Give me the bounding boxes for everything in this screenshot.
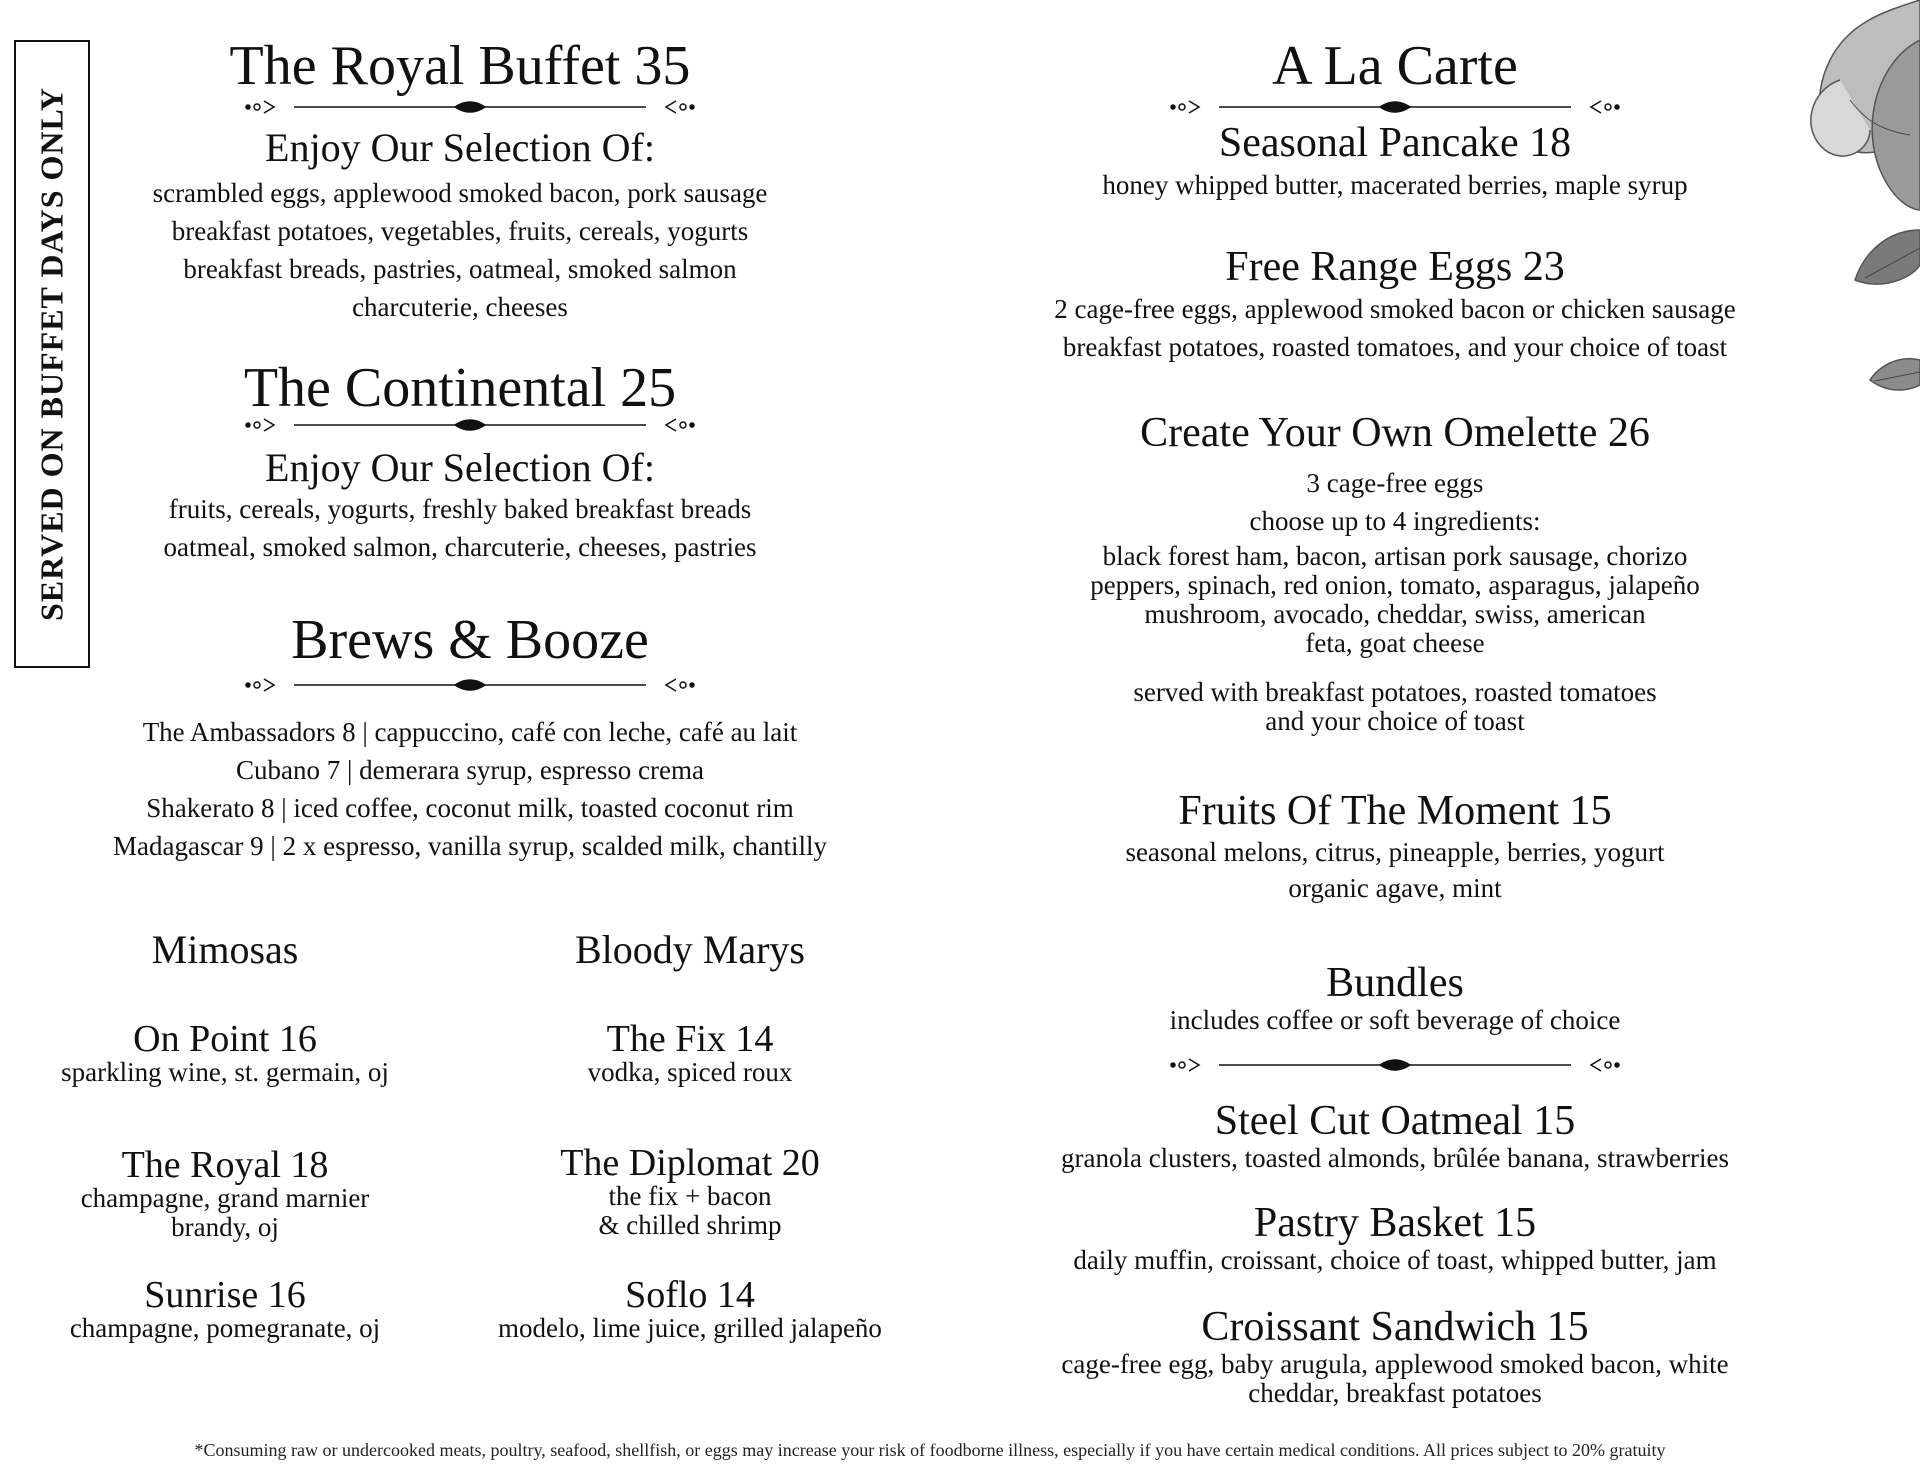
- fruits-desc: organic agave, mint: [1288, 873, 1502, 904]
- eggs-item: [1000, 244, 1790, 366]
- fruits-item: [1000, 788, 1790, 906]
- pancake-desc: honey whipped butter, macerated berries, maple syrup: [1102, 170, 1688, 201]
- mimosa-item: [20, 1146, 430, 1242]
- royal-buffet-title: The Royal Buffet 35: [229, 35, 691, 97]
- drink-line: Madagascar 9 | 2 x espresso, vanilla syrup, scalded milk, chantilly: [113, 831, 827, 861]
- pancake-name: Seasonal Pancake 18: [1218, 120, 1572, 166]
- bloody-mary-desc: modelo, lime juice, grilled jalapeño: [498, 1313, 882, 1343]
- mimosa-name: Sunrise 16: [144, 1274, 306, 1316]
- continental-body: [110, 446, 810, 566]
- brews-list: [50, 713, 890, 865]
- mimosa-name: The Royal 18: [121, 1144, 329, 1186]
- menu-line: oatmeal, smoked salmon, charcuterie, cheeses, pastries: [163, 532, 757, 562]
- menu-line: breakfast breads, pastries, oatmeal, smoked salmon: [183, 254, 737, 284]
- mimosa-desc: champagne, pomegranate, oj: [69, 1313, 381, 1343]
- bundle-desc: cage-free egg, baby arugula, applewood smoked bacon, white: [1061, 1349, 1729, 1380]
- omelette-ingredients: mushroom, avocado, cheddar, swiss, american: [1144, 599, 1646, 630]
- bundles-subtitle: includes coffee or soft beverage of choice: [1169, 1005, 1621, 1036]
- omelette-line: choose up to 4 ingredients:: [1249, 506, 1541, 537]
- royal-buffet-body: [110, 126, 810, 326]
- mimosa-name: On Point 16: [133, 1018, 317, 1060]
- eggs-desc: breakfast potatoes, roasted tomatoes, and your choice of toast: [1062, 332, 1728, 363]
- mimosa-item: [20, 1276, 430, 1343]
- bundle-desc: cheddar, breakfast potatoes: [1248, 1378, 1542, 1409]
- fruits-name: Fruits Of The Moment 15: [1178, 788, 1612, 834]
- bloody-mary-item: [460, 1020, 920, 1087]
- bloody-mary-name: Soflo 14: [625, 1274, 755, 1316]
- bundle-item: [1000, 1098, 1790, 1173]
- bundle-name: Pastry Basket 15: [1253, 1200, 1537, 1246]
- bloody-mary-item: [460, 1276, 920, 1343]
- bundles-section: [1000, 960, 1790, 1035]
- mimosa-desc: sparkling wine, st. germain, oj: [61, 1057, 389, 1087]
- royal-buffet-subtitle: Enjoy Our Selection Of:: [265, 125, 655, 170]
- bloody-marys-section: [460, 928, 920, 972]
- eggs-desc: 2 cage-free eggs, applewood smoked bacon or chicken sausage: [1054, 294, 1736, 325]
- divider-ornament-icon: [240, 674, 700, 696]
- continental-subtitle: Enjoy Our Selection Of:: [265, 445, 655, 490]
- bundle-item: [1000, 1200, 1790, 1275]
- a-la-carte-title: A La Carte: [1272, 35, 1518, 97]
- drink-line: Shakerato 8 | iced coffee, coconut milk, toasted coconut rim: [146, 793, 794, 823]
- bundle-desc: granola clusters, toasted almonds, brûlée banana, strawberries: [1060, 1143, 1729, 1174]
- menu-line: breakfast potatoes, vegetables, fruits, cereals, yogurts: [171, 216, 749, 246]
- eggs-name: Free Range Eggs 23: [1225, 244, 1565, 290]
- menu-line: fruits, cereals, yogurts, freshly baked breakfast breads: [168, 494, 752, 524]
- divider-ornament-icon: [1165, 1054, 1625, 1076]
- bundle-name: Croissant Sandwich 15: [1201, 1304, 1589, 1350]
- mimosa-desc: champagne, grand marnier: [80, 1183, 370, 1213]
- bundle-desc: daily muffin, croissant, choice of toast, whipped butter, jam: [1073, 1245, 1717, 1276]
- omelette-item: [1000, 410, 1790, 736]
- continental-title: The Continental 25: [243, 357, 677, 419]
- drink-line: Cubano 7 | demerara syrup, espresso crema: [236, 755, 704, 785]
- menu-line: scrambled eggs, applewood smoked bacon, pork sausage: [152, 178, 768, 208]
- divider-ornament-icon: [240, 414, 700, 436]
- bundles-title: Bundles: [1326, 960, 1464, 1006]
- flower-decoration-icon: [1770, 0, 1920, 440]
- mimosas-heading: Mimosas: [151, 927, 299, 972]
- buffet-days-badge: [14, 40, 90, 668]
- royal-buffet-section: [110, 36, 810, 98]
- omelette-served: served with breakfast potatoes, roasted tomatoes: [1133, 677, 1657, 708]
- omelette-ingredients: feta, goat cheese: [1305, 628, 1485, 659]
- mimosas-section: [20, 928, 430, 972]
- bloody-mary-desc: the fix + bacon: [608, 1181, 772, 1211]
- divider-ornament-icon: [240, 96, 700, 118]
- bundle-name: Steel Cut Oatmeal 15: [1214, 1098, 1576, 1144]
- omelette-served: and your choice of toast: [1265, 706, 1525, 737]
- menu-line: charcuterie, cheeses: [352, 292, 568, 322]
- omelette-ingredients: black forest ham, bacon, artisan pork sausage, chorizo: [1102, 541, 1688, 572]
- continental-section: [110, 358, 810, 420]
- fruits-desc: seasonal melons, citrus, pineapple, berries, yogurt: [1125, 837, 1665, 868]
- badge-label: SERVED ON BUFFET DAYS ONLY: [33, 86, 70, 622]
- bloody-mary-desc: & chilled shrimp: [598, 1210, 782, 1240]
- pancake-item: [1000, 120, 1790, 204]
- bloody-mary-name: The Fix 14: [606, 1018, 774, 1060]
- bloody-mary-item: [460, 1144, 920, 1240]
- drink-line: The Ambassadors 8 | cappuccino, café con leche, café au lait: [142, 717, 798, 747]
- brews-section: [110, 610, 830, 672]
- a-la-carte-section: [1000, 36, 1790, 98]
- mimosa-item: [20, 1020, 430, 1087]
- omelette-line: 3 cage-free eggs: [1306, 468, 1484, 499]
- omelette-name: Create Your Own Omelette 26: [1140, 410, 1650, 456]
- footer-disclaimer: *Consuming raw or undercooked meats, poultry, seafood, shellfish, or eggs may increase your risk of foodborne illness, especially if you have certain medical conditions. All prices subject to 20% gratuity: [194, 1440, 1666, 1460]
- bloody-mary-desc: vodka, spiced roux: [587, 1057, 793, 1087]
- brews-title: Brews & Booze: [291, 609, 649, 671]
- omelette-ingredients: peppers, spinach, red onion, tomato, asparagus, jalapeño: [1090, 570, 1700, 601]
- bundle-item: [1000, 1304, 1790, 1408]
- bloody-marys-heading: Bloody Marys: [575, 927, 805, 972]
- bloody-mary-name: The Diplomat 20: [560, 1142, 820, 1184]
- divider-ornament-icon: [1165, 96, 1625, 118]
- mimosa-desc: brandy, oj: [171, 1212, 279, 1242]
